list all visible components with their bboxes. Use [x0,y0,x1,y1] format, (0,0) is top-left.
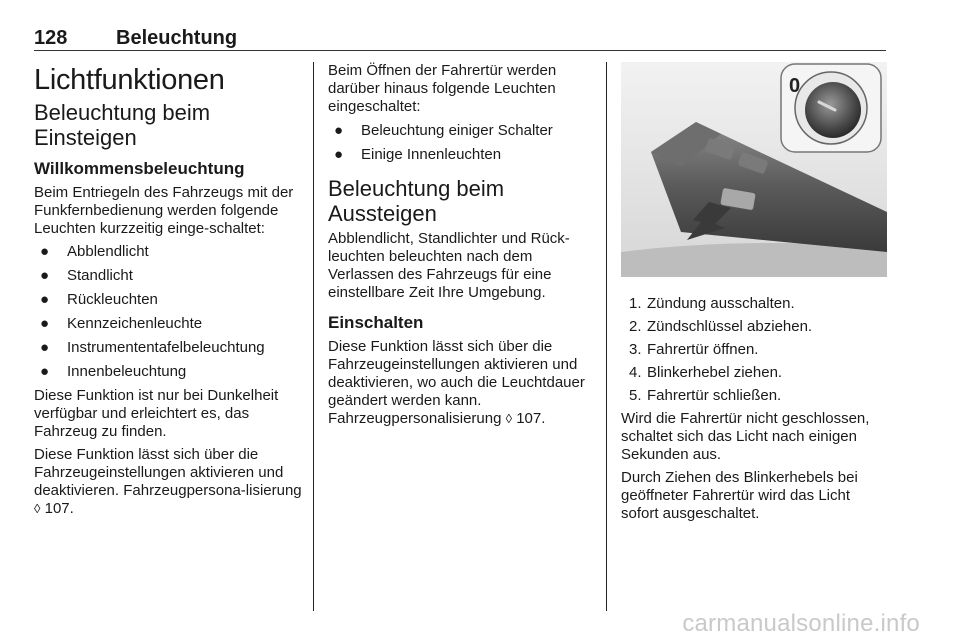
ignition-position-label: 0 [789,75,801,97]
list-item: 1. Zündung ausschalten. [629,295,795,312]
cross-reference-icon: ◊ [34,501,41,516]
subheading: Willkommensbeleuchtung [34,159,245,178]
subheading: Einschalten [328,313,424,332]
bullet-icon: ● [40,339,50,356]
bullet-icon: ● [40,267,50,284]
bullet-icon: ● [334,146,344,163]
list-item: 4. Blinkerhebel ziehen. [629,364,783,381]
bullet-list [328,122,598,164]
list-item: ● Abblendlicht [40,243,149,260]
paragraph: Diese Funktion ist nur bei Dunkelheit verfügbar und erleichtert es, das Fahrzeug zu finden. [34,387,279,440]
paragraph: Wird die Fahrertür nicht geschlossen, schaltet sich das Licht nach einigen Sekunden aus. [621,410,870,463]
paragraph: Diese Funktion lässt sich über die Fahrzeugeinstellungen aktivieren und deaktivieren. Fahrzeugpersona-lisierung ◊ 107. [34,446,302,517]
list-item: 3. Fahrertür öffnen. [629,341,759,358]
column-1 [34,62,302,523]
bullet-icon: ● [40,291,50,308]
numbered-list [621,295,887,405]
bullet-icon: ● [40,243,50,260]
bullet-icon: ● [40,363,50,380]
bullet-list [34,243,302,381]
page-number: 128 [34,27,68,49]
bullet-icon: ● [40,315,50,332]
list-item: ● Standlicht [40,267,133,284]
chapter-title: Beleuchtung [116,27,238,49]
paragraph: Beim Entriegeln des Fahrzeugs mit der Funkfernbedienung werden folgende Leuchten kurzzeitig einge-schaltet: [34,184,294,237]
section-heading: Lichtfunktionen [34,64,225,96]
list-item: 5. Fahrertür schließen. [629,387,782,404]
turn-signal-lever-illustration [621,62,887,277]
paragraph: Durch Ziehen des Blinkerhebels bei geöffneter Fahrertür wird das Licht sofort ausgeschaltet. [621,469,858,522]
column-divider [606,62,607,611]
paragraph: Beim Öffnen der Fahrertür werden darüber hinaus folgende Leuchten eingeschaltet: [328,62,557,115]
list-item: ● Innenbeleuchtung [40,363,187,380]
column-3 [621,62,887,528]
list-item: ● Einige Innenleuchten [334,146,502,163]
column-divider [313,62,314,611]
subsection-heading: Beleuchtung beim Aussteigen [328,176,505,226]
cross-reference-icon: ◊ [505,411,513,426]
list-item: ● Rückleuchten [40,291,158,308]
paragraph: Abblendlicht, Standlichter und Rück-leuchten beleuchten nach dem Verlassen des Fahrzeugs für eine einstellbare Zeit Ihre Umgebung. [328,230,570,301]
paragraph: Diese Funktion lässt sich über die Fahrzeugeinstellungen aktivieren und deaktivieren, wo auch die Leuchtdauer geändert werden kann. Fahrzeugpersonalisierung ◊ 107. [328,338,585,427]
page-reference[interactable]: 107. [516,410,546,427]
list-item: 2. Zündschlüssel abziehen. [629,318,813,335]
watermark: carmanualsonline.info [682,610,920,637]
bullet-icon: ● [334,122,344,139]
list-item: ● Beleuchtung einiger Schalter [334,122,553,139]
page-reference[interactable]: 107. [44,500,74,517]
subsection-heading: Beleuchtung beim Einsteigen [34,100,211,150]
list-item: ● Kennzeichenleuchte [40,315,203,332]
page-header [34,26,886,51]
column-2 [328,62,598,433]
list-item: ● Instrumententafelbeleuchtung [40,339,265,356]
